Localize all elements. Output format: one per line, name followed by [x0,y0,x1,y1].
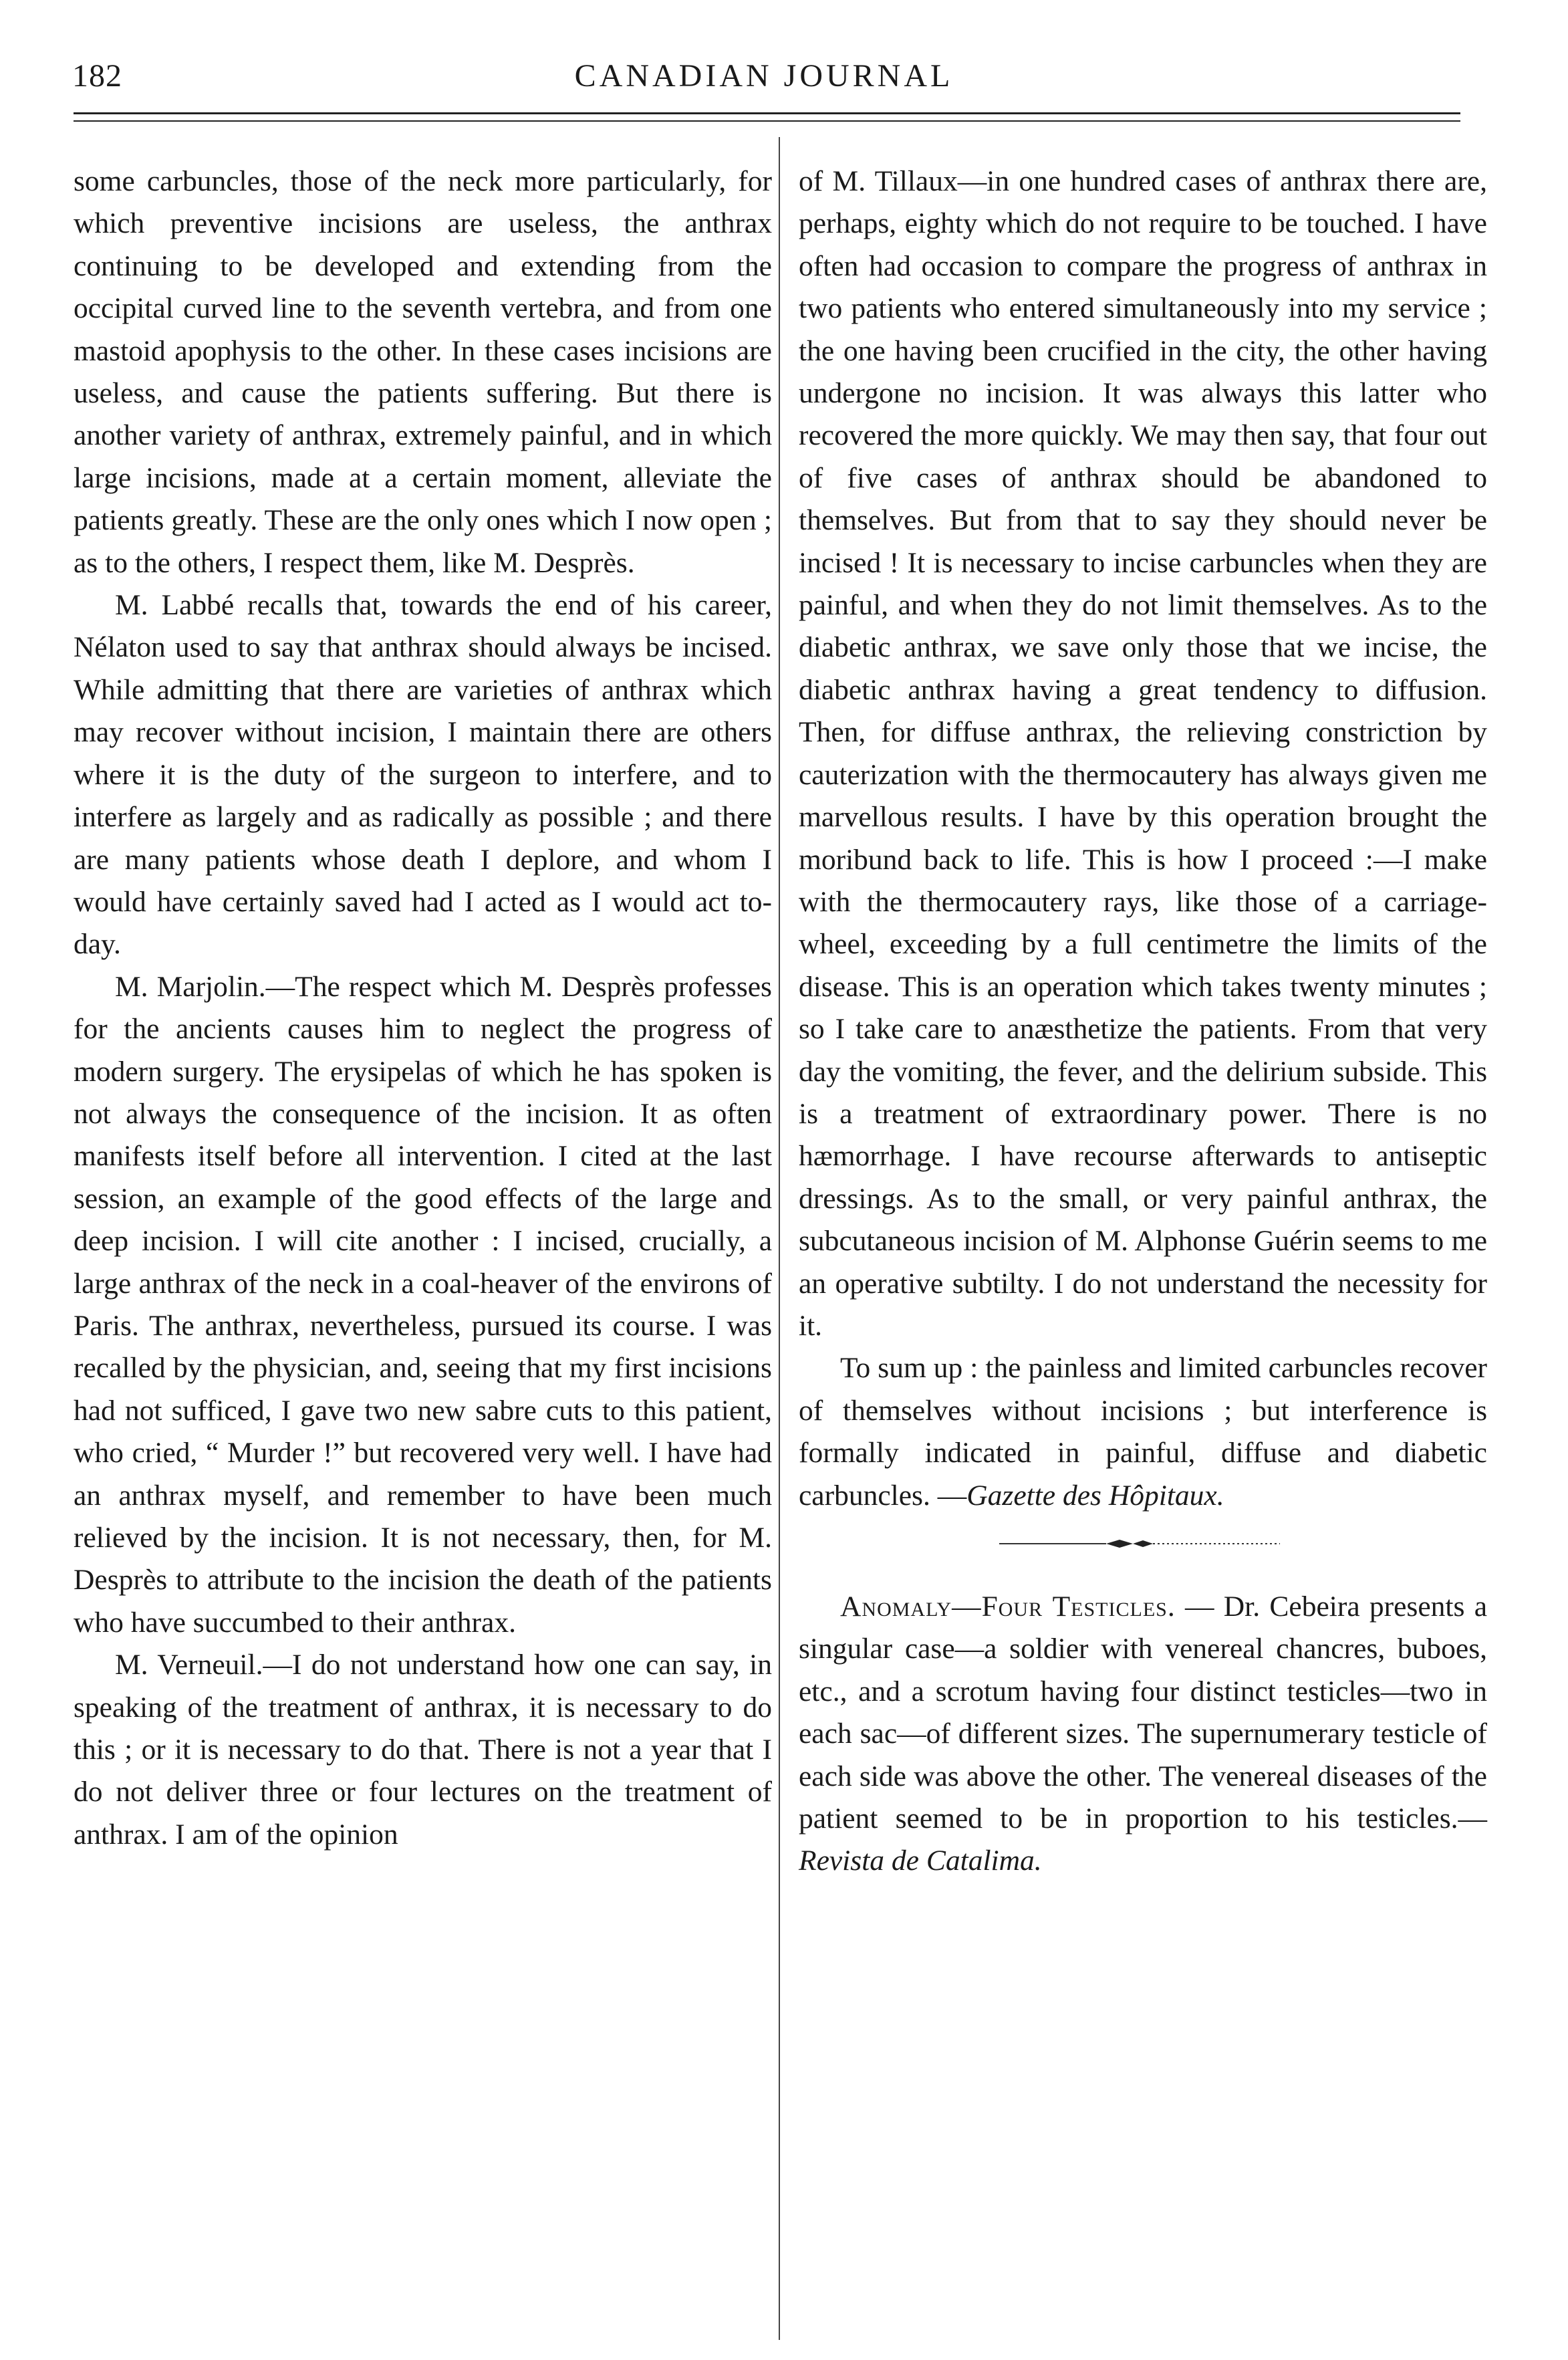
ornament-divider-icon [999,1537,1280,1550]
summary-text: To sum up : the painless and limited carbuncles recover of themselves without incisions ; but interference is formally indicated in painful, diffuse and diabetic carbuncles. — [799,1352,1487,1512]
left-column [74,160,772,1856]
left-paragraph-4: M. Verneuil.—I do not understand how one can say, in speaking of the treatment of anthrax, it is necessary to do this ; or it is necessary to do that. There is not a year that I do not deliver three or four lectures on the treatment of anthrax. I am of the opinion [74,1649,772,1851]
summary-source: Gazette des Hôpitaux. [966,1479,1224,1512]
left-paragraph-1: some carbuncles, those of the neck more particularly, for which preventive incisions are useless, the anthrax continuing to be developed and extending from the occipital curved line to the seventh vertebra, and from one mastoid apophysis to the other. In these cases incisions are useless, and cause the patients suffering. But there is another variety of anthrax, extremely painful, and in which large incisions, made at a certain moment, alleviate the patients greatly. These are the only ones which I now open ; as to the others, I respect them, like M. Desprès. [74,165,772,579]
left-paragraph-3: M. Marjolin.—The respect which M. Desprès professes for the ancients causes him to neglect the progress of modern surgery. The erysipelas of which he has spoken is not always the consequence of the incision. It as often manifests itself before all intervention. I cited at the last session, an example of the good effects of the large and deep incision. I will cite another : I incised, crucially, a large anthrax of the neck in a coal-heaver of the environs of Paris. The anthrax, nevertheless, pursued its course. I was recalled by the physician, and, seeing that my first incisions had not sufficed, I gave two new sabre cuts to this patient, who cried, “ Murder !” but recovered very well. I have had an anthrax myself, and remember to have been much relieved by the incision. It is not necessary, then, for M. Desprès to attribute to the incision the death of the patients who have succumbed to their anthrax. [74,970,772,1639]
left-paragraph-2: M. Labbé recalls that, towards the end of his career, Nélaton used to say that anthrax should always be incised. While admitting that there are varieties of anthrax which may recover without incision, I maintain there are others where it is the duty of the surgeon to interfere, and to interfere as largely and as radically as possible ; and there are many patients whose death I deplore, and whom I would have certainly saved had I acted as I would act to-day. [74,589,772,961]
page-header [72,57,1456,111]
header-rule-bottom [74,120,1460,122]
right-paragraph-3 [799,1586,1487,1883]
right-column [799,160,1487,1883]
anomaly-source: Revista de Catalima. [799,1845,1042,1877]
anomaly-body: — Dr. Cebeira presents a singular case—a soldier with venereal chancres, buboes, etc., and a scrotum having four distinct testicles—two in each sac—of different sizes. The supernumerary testicle of each side was above the other. The venereal diseases of the patient seemed to be in proportion to his testicles.— [799,1590,1488,1835]
page-number: 182 [72,58,122,94]
section-ornament [799,1524,1487,1566]
column-divider [779,137,780,2340]
right-paragraph-2 [799,1347,1487,1517]
right-paragraph-1: of M. Tillaux—in one hundred cases of anthrax there are, perhaps, eighty which do not require to be touched. I have often had occasion to compare the progress of anthrax in two patients who entered simultaneously into my service ; the one having been crucified in the city, the other having undergone no incision. It was always this latter who recovered the more quickly. We may then say, that four out of five cases of anthrax should be abandoned to themselves. But from that to say they should never be incised ! It is necessary to incise carbuncles when they are painful, and when they do not limit themselves. As to the diabetic anthrax, we save only those that we incise, the diabetic anthrax having a great tendency to diffusion. Then, for diffuse anthrax, the relieving constriction by cauterization with the thermocautery has always given me marvellous results. I have by this operation brought the moribund back to life. This is how I proceed :—I make with the thermocautery rays, like those of a carriage-wheel, exceeding by a full centimetre the limits of the disease. This is an operation which takes twenty minutes ; so I take care to anæsthetize the patients. From that very day the vomiting, the fever, and the delirium subside. This is a treatment of extraordinary power. There is no hæmorrhage. I have recourse afterwards to antiseptic dressings. As to the small, or very painful anthrax, the subcutaneous incision of M. Alphonse Guérin seems to me an operative subtilty. I do not understand the necessity for it. [799,165,1487,1342]
anomaly-heading: Anomaly—Four Testicles. [840,1590,1176,1623]
header-rule-top [74,112,1460,114]
journal-title: CANADIAN JOURNAL [574,58,954,94]
